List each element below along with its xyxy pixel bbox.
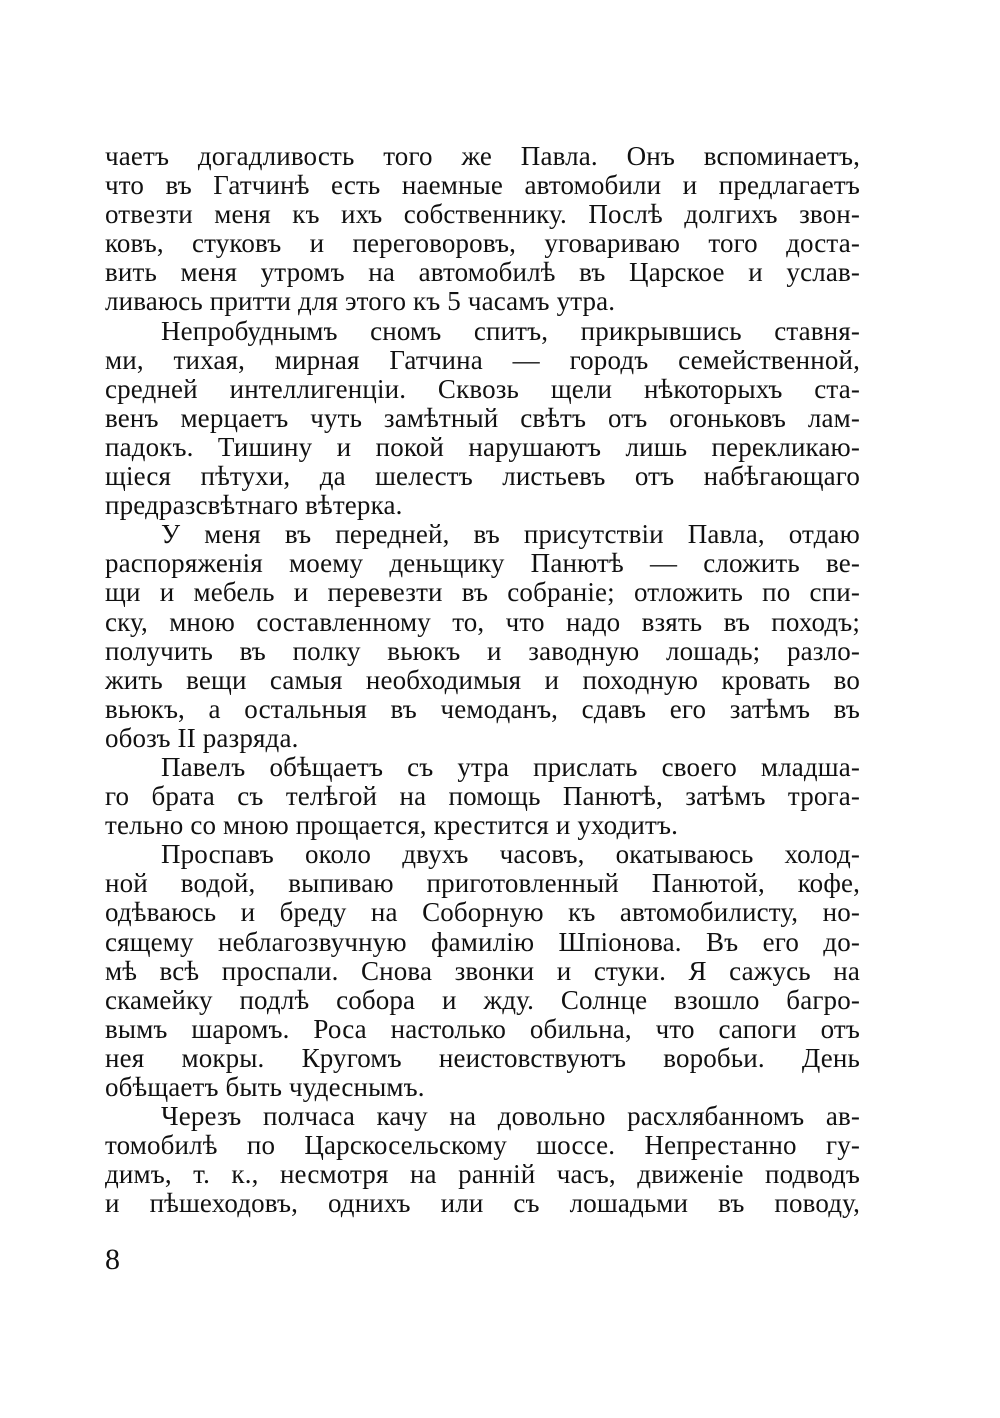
text-line: сящему неблагозвучную фамилію Шпіонова. Въ его до- [105,926,860,957]
text-line: венъ мерцаетъ чуть замѣтный свѣтъ отъ огоньковъ лам- [105,402,860,433]
text-line: ливаюсь притти для этого къ 5 часамъ утра. [105,286,616,317]
text-line: Непробуднымъ сномъ спитъ, прикрывшись ставня- [161,315,860,346]
text-line: падокъ. Тишину и покой нарушаютъ лишь перекликаю- [105,431,860,462]
text-line: Черезъ полчаса качу на довольно расхлябанномъ ав- [161,1101,860,1132]
text-line: ной водой, выпиваю приготовленный Панютой, кофе, [105,868,860,899]
text-line: томобилѣ по Царскосельскому шоссе. Непрестанно гу- [105,1130,860,1161]
text-line: предразсвѣтнаго вѣтерка. [105,490,403,521]
text-line: вымъ шаромъ. Роса настолько обильна, что сапоги отъ [105,1013,860,1044]
text-line: щи и мебель и перевезти въ собраніе; отложить по спи- [105,577,860,608]
text-line: распоряженія моему деньщику Панютѣ — сложить ве- [105,548,860,579]
text-line: го брата съ телѣгой на помощь Панютѣ, затѣмъ трога- [105,781,860,812]
text-line: Проспавъ около двухъ часовъ, окатываюсь холод- [161,839,860,870]
text-line: У меня въ передней, въ присутствіи Павла, отдаю [161,519,860,550]
text-line: чаетъ догадливость того же Павла. Онъ вспоминаетъ, [105,141,860,171]
text-line: жить вещи самыя необходимыя и походную кровать во [105,664,860,695]
text-line: обозъ II разряда. [105,722,299,753]
text-line: вить меня утромъ на автомобилѣ въ Царское и услав- [105,257,860,288]
text-line: одѣваюсь и бреду на Соборную къ автомобилисту, но- [105,897,860,928]
text-line: Павелъ обѣщаетъ съ утра прислать своего младша- [161,751,860,782]
text-line: получить въ полку вьюкъ и заводную лошадь; разло- [105,635,860,666]
text-line: отвезти меня къ ихъ собственнику. Послѣ долгихъ звон- [105,199,860,230]
text-line: ску, мною составленному то, что надо взять въ походъ; [105,606,860,637]
text-line: обѣщаетъ быть чудеснымъ. [105,1072,425,1102]
text-line: тельно со мною прощается, крестится и уходитъ. [105,810,678,841]
text-line: скамейку подлѣ собора и жду. Солнце взошло багро- [105,984,860,1015]
text-line: димъ, т. к., несмотря на ранній часъ, движеніе подводъ [105,1159,860,1190]
text-line: средней интеллигенціи. Сквозь щели нѣкоторыхъ ста- [105,373,860,404]
page-number: 8 [105,1243,120,1276]
text-line: ми, тихая, мирная Гатчина — городъ семейственной, [105,344,860,375]
text-line: ковъ, стуковъ и переговоровъ, уговариваю того доста- [105,228,860,259]
text-line: вьюкъ, а остальныя въ чемоданъ, сдавъ его затѣмъ въ [105,693,860,724]
body-text [105,142,860,1218]
text-line: и пѣшеходовъ, однихъ или съ лошадьми въ поводу, [105,1188,860,1219]
text-line: щіеся пѣтухи, да шелестъ листьевъ отъ набѣгающаго [105,461,860,492]
text-line: нея мокры. Кругомъ неистовствуютъ воробьи. День [105,1042,860,1073]
text-line: мѣ всѣ проспали. Снова звонки и стуки. Я сажусь на [105,955,860,986]
text-line: что въ Гатчинѣ есть наемные автомобили и предлагаетъ [105,170,860,201]
